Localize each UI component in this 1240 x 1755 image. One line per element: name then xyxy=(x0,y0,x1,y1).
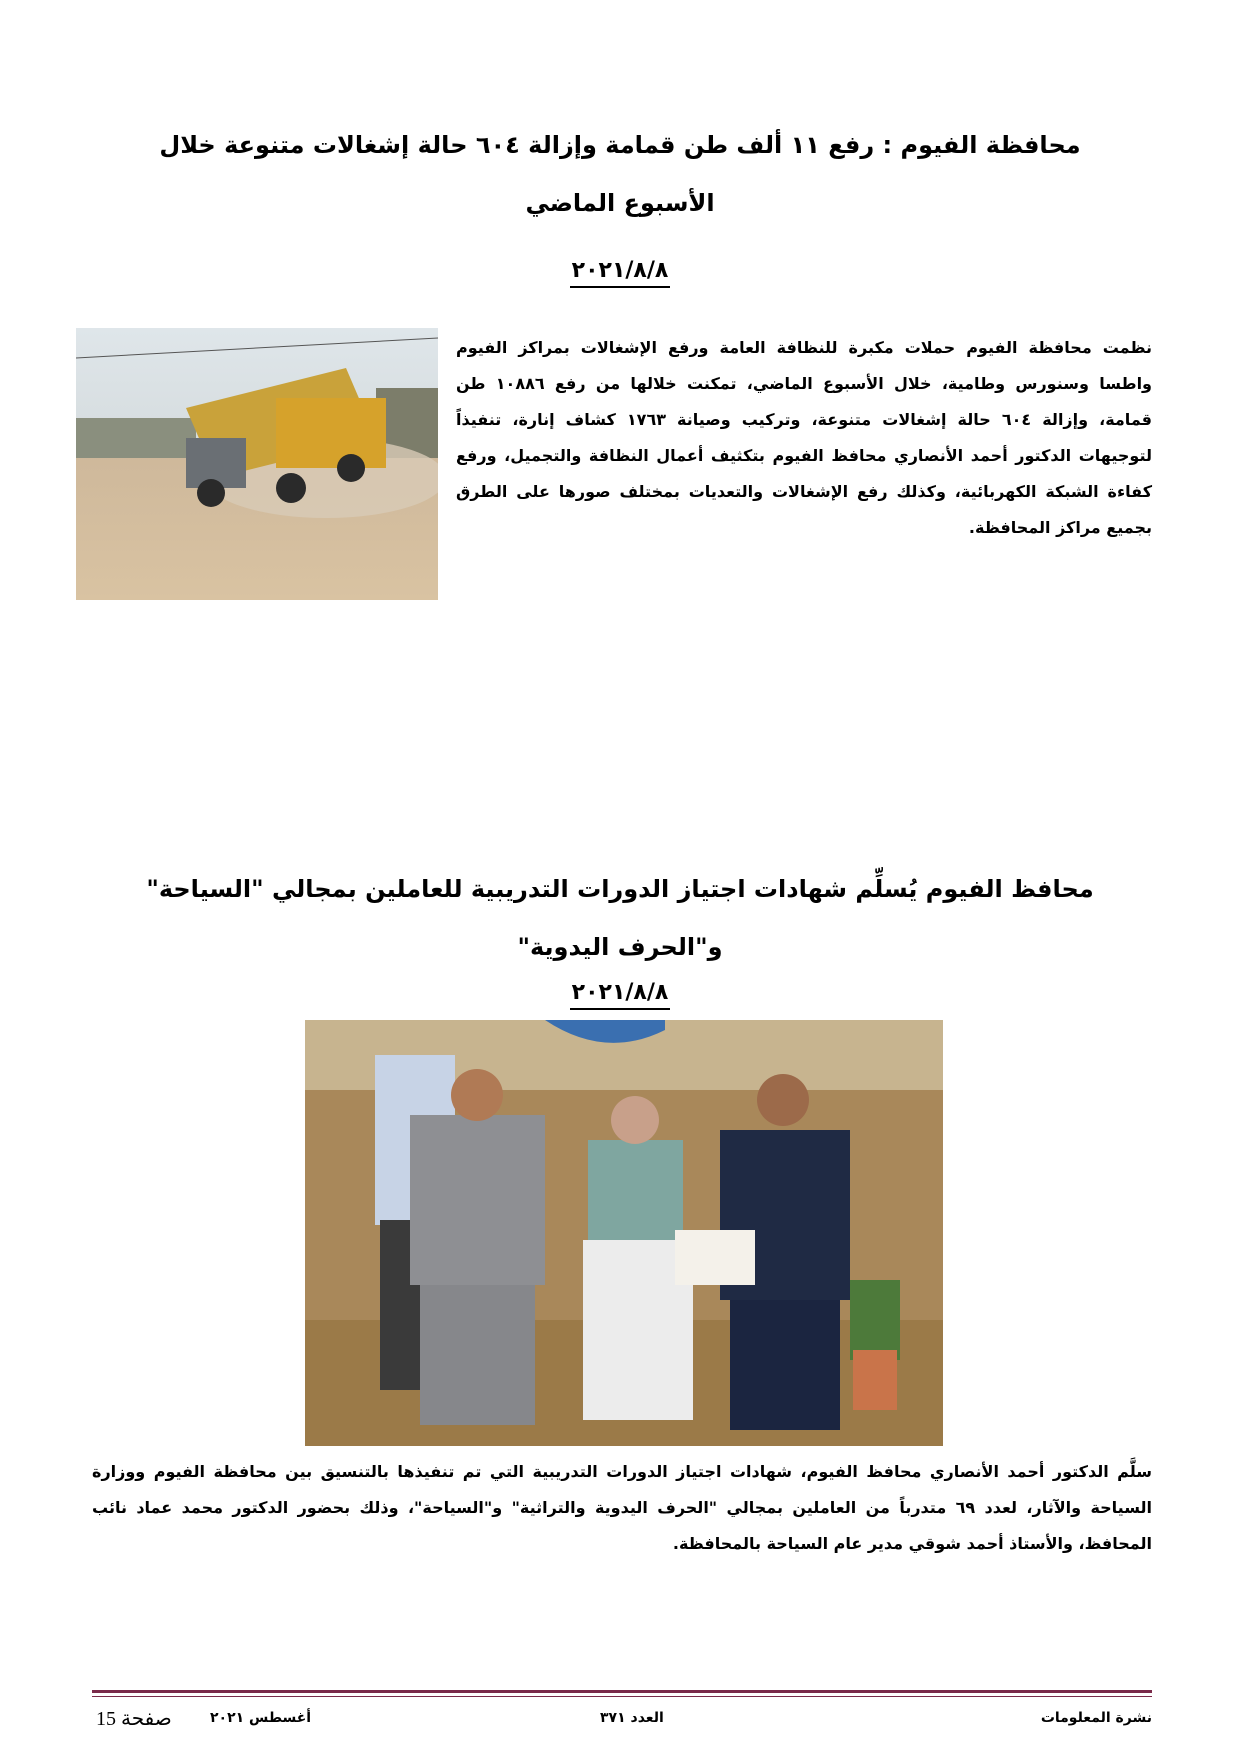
article1-date: ٢٠٢١/٨/٨ xyxy=(570,256,670,288)
footer-page-number: صفحة 15 xyxy=(96,1708,172,1730)
footer-month: أغسطس ٢٠٢١ xyxy=(210,1710,312,1726)
footer-publication: نشرة المعلومات xyxy=(1040,1710,1152,1726)
article1-headline: محافظة الفيوم : رفع ١١ ألف طن قمامة وإزالة ٦٠٤ حالة إشغالات متنوعة خلال الأسبوع الماضي xyxy=(159,131,1081,217)
article2-body: سلَّم الدكتور أحمد الأنصاري محافظ الفيوم، شهادات اجتياز الدورات التدريبية التي تم تنفيذها بالتنسيق بين محافظة الفيوم ووزارة السياحة والآثار، لعدد ٦٩ متدرباً من العاملين بمجالي "الحرف اليدوية والتراثية" و"السياحة"، وذلك بحضور الدكتور محمد عماد نائب المحافظ، والأستاذ أحمد شوقي مدير عام السياحة بالمحافظة. xyxy=(92,1462,1152,1553)
footer-rule-thick xyxy=(92,1690,1152,1693)
article2-date: ٢٠٢١/٨/٨ xyxy=(570,978,670,1010)
article2-headline: محافظ الفيوم يُسلِّم شهادات اجتياز الدورات التدريبية للعاملين بمجالي "السياحة" و"الحرف اليدوية" xyxy=(146,875,1094,961)
article1-body: نظمت محافظة الفيوم حملات مكبرة للنظافة العامة ورفع الإشغالات بمراكز الفيوم واطسا وسنورس وطامية، خلال الأسبوع الماضي، تمكنت خلالها من رفع ١٠٨٨٦ طن قمامة، وإزالة ٦٠٤ حالة إشغالات متنوعة، وتركيب وصيانة ١٧٦٣ كشاف إنارة، تنفيذاً لتوجيهات الدكتور أحمد الأنصاري محافظ الفيوم بتكثيف أعمال النظافة والتجميل، ورفع كفاءة الشبكة الكهربائية، وكذلك رفع الإشغالات والتعديات بمختلف صورها على الطرق بجميع مراكز المحافظة. xyxy=(456,338,1153,537)
article1-photo-truck xyxy=(76,328,438,600)
article2-photo-ceremony xyxy=(305,1020,943,1446)
footer-rule-thin xyxy=(92,1696,1152,1697)
footer-issue: العدد ٣٧١ xyxy=(600,1710,664,1726)
